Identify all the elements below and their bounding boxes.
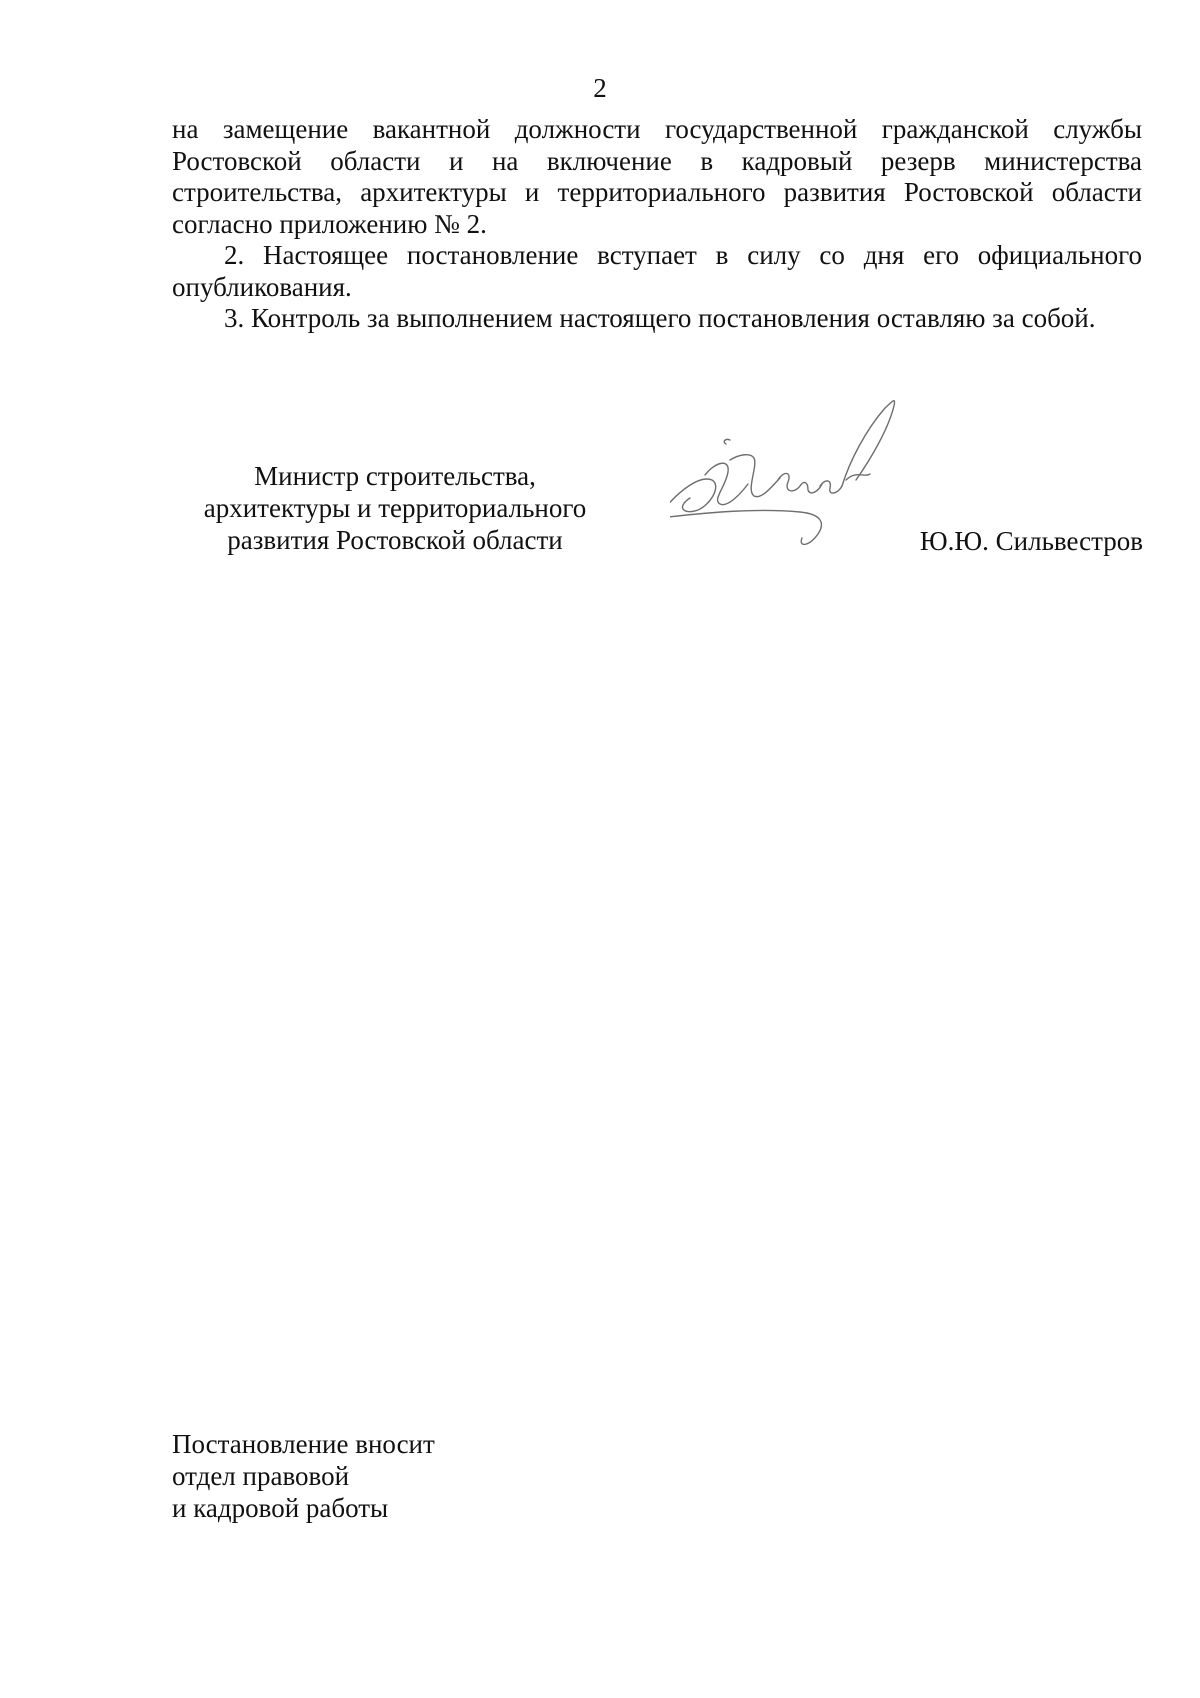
page-number: 2 bbox=[593, 73, 607, 103]
paragraph-1-line-2: Ростовской области и на включение в кадровый резерв министерства bbox=[172, 145, 1142, 176]
handwritten-signature bbox=[670, 400, 920, 590]
paragraph-2: 2. Настоящее постановление вступает в силу со дня его официального опубликования. bbox=[172, 240, 1142, 302]
paragraph-1 bbox=[172, 114, 1142, 240]
signatory-title bbox=[160, 460, 630, 556]
document-body bbox=[172, 114, 1142, 335]
signatory-title-line-2: архитектуры и территориального bbox=[203, 493, 587, 523]
paragraph-3: 3. Контроль за выполнением настоящего постановления оставляю за собой. bbox=[224, 303, 1096, 333]
footer-note bbox=[172, 1428, 435, 1524]
paragraph-1-line-3: строительства, архитектуры и территориального развития Ростовской области bbox=[172, 177, 1142, 207]
signatory-title-line-1: Министр строительства, bbox=[254, 461, 536, 491]
signatory-title-line-3: развития Ростовской области bbox=[227, 525, 563, 555]
signer-name: Ю.Ю. Сильвестров bbox=[919, 526, 1143, 556]
paragraph-1-line-1: на замещение вакантной должности государственной гражданской службы bbox=[172, 114, 1142, 144]
footer-note-line-2: отдел правовой bbox=[172, 1461, 350, 1491]
footer-note-line-1: Постановление вносит bbox=[172, 1429, 435, 1459]
footer-note-line-3: и кадровой работы bbox=[172, 1493, 389, 1523]
paragraph-1-line-4: согласно приложению № 2. bbox=[172, 208, 487, 239]
